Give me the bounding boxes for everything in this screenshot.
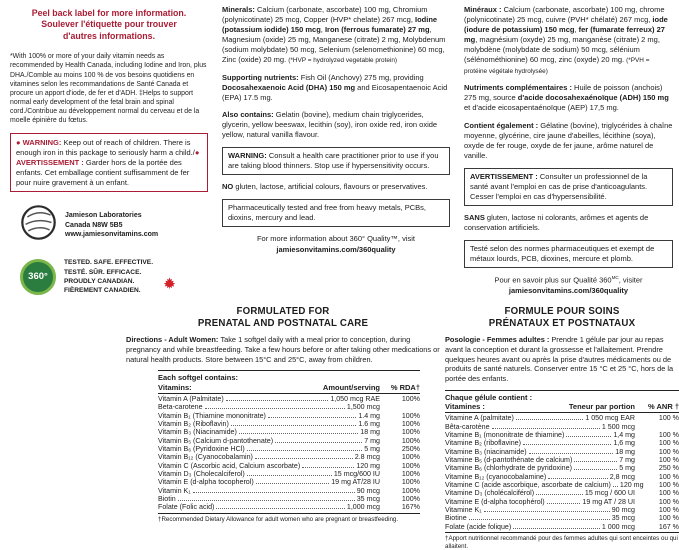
nutrient-name: Vitamine B₁ (mononitrate de thiamine) xyxy=(445,430,565,439)
table-header-en xyxy=(158,383,420,394)
peel-back-note xyxy=(10,5,208,42)
nutrient-name: Vitamine C (acide ascorbique, ascorbate de calcium) xyxy=(445,481,611,490)
nutrient-row xyxy=(158,453,420,461)
nutrient-name: Vitamin B₆ (Pyridoxine HCl) xyxy=(158,444,245,453)
table-header-fr xyxy=(445,402,679,413)
table-footnote-en: †Recommended Dietary Allowance for adult women who are pregnant or breastfeeding. xyxy=(158,515,399,523)
dot-leader xyxy=(256,483,330,484)
claims-footnote: *With 100% or more of your daily vitamin needs as recommended by Health Canada, including Iodine and Iron, plus DHA./Comble au moins 100 % de vos besoins quotidiens en vitamines selon les recommandations de Santé Canada et procure un apport d'iode, de fer et d'ADH. ‡Helps to support normal early development of the fetal brain and spinal cord./Contribue au développement normal du cerveau et de la moelle épinière du fœtus. xyxy=(10,53,207,125)
nutrient-row xyxy=(445,514,679,522)
bottom-section xyxy=(0,306,679,550)
nutrient-percent: 100% xyxy=(401,436,420,445)
table-title-fr: Chaque gélule contient : xyxy=(445,392,533,402)
supporting-nutrients-paragraph-en xyxy=(222,73,450,103)
nutrient-name: Vitamine A (palmitate) xyxy=(445,414,514,423)
text-segment: Consulter un professionnel de la santé avant l'emploi en cas de prise d'anticoagulants. Cesser l'emploi en cas d'hypersensibilité. xyxy=(470,171,648,201)
text-segment: NO xyxy=(222,182,236,192)
nutrient-row xyxy=(445,414,679,422)
nutrient-name: Vitamine B₅ (d-pantothénate de calcium) xyxy=(445,455,573,464)
nutrient-name: Vitamin C (Ascorbic acid, Calcium ascorbate) xyxy=(158,461,301,470)
nutrient-percent: 100% xyxy=(401,453,420,462)
nutrient-name: Vitamine K₁ xyxy=(445,506,482,515)
text-segment: , Magnesium (oxide) 25 mg, Manganese (citrate) 2 mg, Molybdenum (sodium molybdate) 50 mcg, Selenium (selenomethionine) 60 mcg, Zinc (oxide) 20 mg. xyxy=(222,25,446,65)
nutrient-name: Vitamine B₃ (niacinamide) xyxy=(445,447,527,456)
heading-line: FORMULE POUR SOINS xyxy=(504,305,620,317)
text-segment: Directions - Adult Women: xyxy=(126,335,221,345)
quality-claim-line: TESTÉ. SÛR. EFFICACE. xyxy=(64,268,142,276)
nutrient-name: Vitamin B₃ (Niacinamide) xyxy=(158,428,237,437)
nutrient-amount: 90 mcg xyxy=(611,506,635,515)
nutrient-percent: 100% xyxy=(401,428,420,437)
dot-leader xyxy=(193,492,355,493)
nutrient-percent: 167 % xyxy=(658,522,679,531)
nutrient-percent: 100% xyxy=(401,478,420,487)
text-segment: Posologie - Femmes adultes : xyxy=(445,335,552,345)
nutrient-percent: 100 % xyxy=(658,481,679,490)
text-segment: , magnésium (oxyde) 25 mg, manganèse (citrate) 2 mg, molybdène (molybdate de sodium) 50 mcg, sélénium (sélénométhionine) 60 mcg, zinc (oxyde) 20 mg. xyxy=(464,35,660,65)
column-header-vitamins: Vitamins: xyxy=(158,382,192,392)
nutrient-row xyxy=(158,412,420,420)
nutrient-percent: 100% xyxy=(401,495,420,504)
dot-leader xyxy=(469,519,610,520)
nutrient-amount: 18 mg xyxy=(615,447,635,456)
directions-paragraph-fr xyxy=(445,335,679,383)
nutrient-amount: 7 mg xyxy=(619,455,635,464)
text-segment: Consult a health care practitioner prior to use if you are taking blood thinners. Stop use if hypersensitivity occurs. xyxy=(228,151,439,171)
dot-leader xyxy=(566,436,611,437)
text-segment: gluten, lactose, artificial colours, flavours or preservatives. xyxy=(235,182,428,192)
text-segment: MC xyxy=(611,275,619,281)
tested-text-fr: Testé selon des normes pharmaceutiques et exempt de métaux lourds, PCB, dioxines, mercure et plomb. xyxy=(470,243,655,263)
dot-leader xyxy=(574,469,617,470)
dot-leader xyxy=(523,444,611,445)
nutrient-percent: 100% xyxy=(401,411,420,420)
tested-box-en xyxy=(222,199,450,227)
no-claim-fr xyxy=(464,213,673,233)
nutrient-percent: 100 % xyxy=(658,414,679,423)
nutrient-amount: 1.4 mg xyxy=(358,411,380,420)
nutrient-percent: 250 % xyxy=(658,464,679,473)
supplement-facts-table-en xyxy=(158,370,420,523)
nutrient-percent: 100% xyxy=(401,394,420,403)
quality-info-line-en: For more information about 360° Quality™, visit xyxy=(256,234,416,244)
text-segment: Keep out of reach of children. There is enough iron in this package to seriously harm a child./ xyxy=(16,137,195,157)
nutrient-percent: 100 % xyxy=(658,497,679,506)
nutrient-name: Folate (acide folique) xyxy=(445,522,512,531)
nutrient-name: Vitamin D₃ (Cholecalciferol) xyxy=(158,470,245,479)
quality-claims xyxy=(64,258,153,294)
nutrient-row xyxy=(158,445,420,453)
dot-leader xyxy=(226,400,329,401)
quality-info-en xyxy=(222,234,450,255)
nutrient-row xyxy=(445,523,679,531)
english-info-column xyxy=(222,5,450,297)
text-segment: Also contains: xyxy=(222,109,276,119)
dot-leader xyxy=(529,453,614,454)
column-header-vitamines: Vitamines : xyxy=(445,402,485,412)
text-segment: Minéraux : xyxy=(464,5,504,14)
table-body-en xyxy=(158,394,420,514)
table-title-en: Each softgel contains: xyxy=(158,373,239,383)
nutrient-amount: 18 mg xyxy=(360,428,380,437)
nutrient-name: Bêta-carotène xyxy=(445,422,490,431)
nutrient-name: Vitamine B₁₂ (cyanocobalamine) xyxy=(445,472,547,481)
dot-leader xyxy=(268,417,356,418)
maple-leaf-icon xyxy=(163,277,176,295)
text-segment: Fish Oil (Anchovy) 275 mg, providing xyxy=(300,72,424,82)
nutrient-amount: 35 mcg xyxy=(611,514,635,523)
text-segment: Nutriments complémentaires : xyxy=(464,83,575,93)
nutrient-row xyxy=(445,489,679,497)
dot-leader xyxy=(574,461,617,462)
text-segment: Contient également : xyxy=(464,120,541,130)
nutrient-percent: 167% xyxy=(401,503,420,512)
peel-line: d'autres informations. xyxy=(62,30,156,41)
nutrient-row xyxy=(158,403,420,411)
company-website: www.jamiesonvitamins.com xyxy=(65,231,159,239)
dot-leader xyxy=(516,419,583,420)
nutrient-name: Vitamin K₁ xyxy=(158,486,191,495)
minerals-paragraph-fr xyxy=(464,5,673,76)
nutrient-amount: 1,6 mg xyxy=(613,439,635,448)
nutrient-amount: 1,000 mcg xyxy=(346,503,380,512)
nutrient-amount: 2.8 mcg xyxy=(354,453,380,462)
text-segment: iode (iodure de potassium) 150 mcg xyxy=(464,15,668,35)
text-segment: Prendre 1 gélule par jour au repas avant la conception et durant la grossesse et l'allaitement. Prendre quelques heures avant ou après la prise d'autres médicaments ou de produits de santé naturels. Conserver entre 15 °C et 25 °C, hors de la portée des enfants. xyxy=(445,335,674,384)
supporting-nutrients-paragraph-fr xyxy=(464,83,673,113)
nutrient-amount: 1,050 mcg RAE xyxy=(330,394,380,403)
warning-box-en xyxy=(222,147,450,175)
nutrient-row xyxy=(445,456,679,464)
also-contains-paragraph-en xyxy=(222,110,450,140)
dot-leader xyxy=(492,428,600,429)
nutrient-percent: 100% xyxy=(401,419,420,428)
nutrient-name: Beta-carotene xyxy=(158,403,203,412)
nutrient-row xyxy=(158,478,420,486)
text-segment: (*PVH = protéine végétale hydrolysée) xyxy=(464,57,650,75)
nutrient-row xyxy=(445,464,679,472)
nutrient-amount: 5 mg xyxy=(619,464,635,473)
text-segment: ● AVERTISSEMENT : xyxy=(16,147,200,167)
nutrient-name: Folate (Folic acid) xyxy=(158,503,215,512)
quality-claim-line: FIÈREMENT CANADIEN. xyxy=(64,286,141,294)
nutrient-percent: 100 % xyxy=(658,472,679,481)
text-segment: WARNING: xyxy=(228,151,269,161)
text-segment: Gelatin (bovine), medium chain triglycerides, glycerin, yellow beeswax, lecithin (soy), iron oxide red, iron oxide yellow, natural vanilla flavour. xyxy=(222,109,438,140)
nutrient-row xyxy=(445,431,679,439)
quality-badge-row xyxy=(10,258,208,294)
column-header-amount: Amount/serving xyxy=(322,382,380,392)
french-dose-section xyxy=(445,306,679,550)
quality-claim-line: PROUDLY CANADIAN. xyxy=(64,277,135,285)
nutrient-amount: 2,8 mcg xyxy=(609,472,635,481)
text-segment: Calcium (carbonate, ascorbate) 100 mg, chrome (polynicotinate) 25 mcg, cuivre (PVH* chélaté) 267 mcg, xyxy=(464,5,665,25)
nutrient-percent: 100 % xyxy=(658,447,679,456)
nutrient-row xyxy=(158,470,420,478)
dot-leader xyxy=(231,425,356,426)
nutrient-row xyxy=(445,448,679,456)
minerals-paragraph-en xyxy=(222,5,450,66)
dot-leader xyxy=(247,475,332,476)
nutrient-percent: 250% xyxy=(401,444,420,453)
nutrient-amount: 120 mg xyxy=(619,481,644,490)
text-segment: Minerals: xyxy=(222,5,258,14)
dot-leader xyxy=(613,486,618,487)
quality-url-fr: jamiesonvitamins.com/360quality xyxy=(508,286,629,296)
text-segment: Take 1 softgel daily with a meal prior to conception, during pregnancy and while breastfeeding. Take a few hours before or after taking other medications or natural health products. Store between 15°C and 25°C, away from children. xyxy=(126,335,440,364)
text-segment: Calcium (carbonate, ascorbate) 100 mg, Chromium (polynicotinate) 25 mcg, Copper (HVP* chelate) 267 mcg, xyxy=(222,5,428,25)
nutrient-row xyxy=(445,498,679,506)
nutrient-percent: 100 % xyxy=(658,514,679,523)
also-contains-paragraph-fr xyxy=(464,121,673,161)
nutrient-amount: 19 mg AT/28 IU xyxy=(331,478,380,487)
nutrient-percent: 100 % xyxy=(658,489,679,498)
english-dose-section xyxy=(126,306,440,550)
nutrient-row xyxy=(445,423,679,431)
dot-leader xyxy=(513,528,600,529)
nutrient-row xyxy=(158,503,420,511)
nutrient-row xyxy=(445,439,679,447)
text-segment: Gélatine (bovine), triglycérides à chaîne moyenne, glycérine, cire jaune d'abeilles, lécithine (soya), oxyde de fer rouge, oxyde de fer jaune, arôme naturel de vanille. xyxy=(464,120,673,160)
text-segment: (*HVP = hydrolyzed vegetable protein) xyxy=(288,57,398,65)
quality-url-en: jamiesonvitamins.com/360quality xyxy=(276,244,396,254)
dot-leader xyxy=(178,500,355,501)
nutrient-amount: 15 mcg / 600 UI xyxy=(584,489,635,498)
nutrient-name: Vitamin E (d-alpha tocopherol) xyxy=(158,478,254,487)
quality-360-badge xyxy=(20,259,56,295)
text-segment: d'acide docosahexaénoïque (ADH) 150 mg xyxy=(517,93,669,103)
text-segment: Huile de poisson (anchois) 275 mg, source xyxy=(464,83,663,103)
nutrient-name: Vitamin A (Palmitate) xyxy=(158,394,224,403)
dot-leader xyxy=(255,458,353,459)
nutrient-amount: 120 mg xyxy=(356,461,380,470)
tested-text-en: Pharmaceutically tested and free from heavy metals, PCBs, dioxins, mercury and lead. xyxy=(228,203,427,223)
nutrient-name: Vitamin B₁₂ (Cyanocobalamin) xyxy=(158,453,253,462)
dot-leader xyxy=(547,503,581,504)
text-segment: , xyxy=(320,25,325,35)
nutrient-row xyxy=(158,437,420,445)
directions-paragraph-en xyxy=(126,335,440,364)
text-segment: SANS xyxy=(464,212,487,222)
nutrient-row xyxy=(158,495,420,503)
nutrient-amount: 19 mg AT / 28 UI xyxy=(582,497,635,506)
text-segment: Supporting nutrients: xyxy=(222,72,301,82)
formulated-heading-en xyxy=(126,306,440,331)
supplement-facts-table-fr xyxy=(445,390,679,550)
nutrient-amount: 1,500 mcg xyxy=(346,403,380,412)
dot-leader xyxy=(247,450,363,451)
dot-leader xyxy=(484,511,610,512)
text-segment: , xyxy=(574,25,579,35)
nutrient-percent: 100 % xyxy=(658,439,679,448)
dot-leader xyxy=(216,508,345,509)
text-segment: Iron (ferrous fumarate) 27 mg xyxy=(324,25,430,35)
nutrient-name: Vitamine D₃ (cholécalciférol) xyxy=(445,489,535,498)
badge-text: 360° xyxy=(28,271,48,283)
jamieson-globe-logo xyxy=(20,204,57,246)
heading-line: PRENATAL AND POSTNATAL CARE xyxy=(197,317,369,329)
nutrient-percent: 100 % xyxy=(658,506,679,515)
company-line: Canada N8W 5B5 xyxy=(65,221,123,229)
text-segment: et d'acide eicosapentaénoïque (AEP) 17,5 mg. xyxy=(464,103,619,113)
nutrient-name: Vitamin B₅ (Calcium d-pantothenate) xyxy=(158,436,274,445)
text-segment: gluten, lactose ni colorants, arômes et agents de conservation artificiels. xyxy=(464,212,649,232)
tested-box-fr xyxy=(464,240,673,268)
table-body-fr xyxy=(445,413,679,533)
nutrient-amount: 1 500 mcg xyxy=(601,422,635,431)
text-segment: fer (fumarate ferreux) 27 mg xyxy=(464,25,665,45)
peel-line: Soulever l'étiquette pour trouver xyxy=(41,19,177,30)
text-segment: ● WARNING: xyxy=(16,137,64,147)
nutrient-amount: 7 mg xyxy=(364,436,380,445)
nutrient-name: Vitamine B₂ (riboflavine) xyxy=(445,439,521,448)
column-header-pct: % RDA† xyxy=(390,382,420,392)
nutrient-row xyxy=(445,473,679,481)
dot-leader xyxy=(239,433,358,434)
company-address xyxy=(65,211,158,241)
nutrient-percent: 100% xyxy=(401,486,420,495)
text-segment: AVERTISSEMENT : xyxy=(470,171,540,181)
text-segment: and Eicosapentaenoic Acid (EPA) 17.5 mg. xyxy=(222,82,448,102)
nutrient-row xyxy=(445,481,679,489)
peel-line: Peel back label for more information. xyxy=(31,8,187,18)
nutrient-name: Biotin xyxy=(158,495,176,504)
dot-leader xyxy=(548,478,608,479)
nutrient-row xyxy=(445,506,679,514)
column-header-teneur: Teneur par portion xyxy=(568,402,635,412)
dot-leader xyxy=(536,494,583,495)
formulated-heading-fr xyxy=(445,306,679,331)
table-footnote-fr: †Apport nutritionnel recommandé pour des femmes adultes qui sont enceintes ou qui allaitent. xyxy=(445,535,678,550)
quality-claim-line: TESTED. SAFE. EFFECTIVE. xyxy=(64,259,154,267)
nutrient-amount: 1 050 mcg EAR xyxy=(585,414,635,423)
heading-line: PRÉNATAUX ET POSTNATAUX xyxy=(488,317,636,329)
nutrient-amount: 1 000 mcg xyxy=(601,522,635,531)
nutrient-row xyxy=(158,395,420,403)
heading-line: FORMULATED FOR xyxy=(236,305,330,317)
nutrient-row xyxy=(158,462,420,470)
text-segment: Iodine (potassium iodide) 150 mcg xyxy=(222,15,438,35)
quality-info-fr xyxy=(464,275,673,297)
iron-warning-box xyxy=(10,133,208,193)
nutrient-percent: 100 % xyxy=(658,430,679,439)
nutrient-row xyxy=(158,420,420,428)
warning-box-fr xyxy=(464,168,673,206)
nutrient-row xyxy=(158,428,420,436)
column-header-anr: % ANR † xyxy=(648,402,679,412)
nutrient-name: Vitamine E (d-alpha tocophérol) xyxy=(445,497,545,506)
no-claim-en xyxy=(222,182,450,192)
left-column xyxy=(10,5,208,297)
nutrient-name: Vitamine B₆ (chlorhydrate de pyridoxine) xyxy=(445,464,572,473)
nutrient-amount: 15 mcg/600 IU xyxy=(333,470,380,479)
nutrient-percent: 100% xyxy=(401,470,420,479)
company-logo-row xyxy=(10,204,208,246)
nutrient-name: Vitamin B₁ (Thiamine mononitrate) xyxy=(158,411,266,420)
nutrient-amount: 35 mcg xyxy=(356,495,380,504)
nutrient-percent: 100 % xyxy=(658,455,679,464)
company-line: Jamieson Laboratories xyxy=(65,211,142,219)
dot-leader xyxy=(302,467,354,468)
nutrient-amount: 1.6 mg xyxy=(358,419,380,428)
nutrient-row xyxy=(158,487,420,495)
text-segment: Garder hors de la portée des enfants. Cet emballage contient suffisamment de fer pour nuire gravement à un enfant. xyxy=(16,157,190,187)
french-info-column xyxy=(464,5,673,297)
text-segment: Pour en savoir plus sur Qualité 360 xyxy=(494,275,612,285)
nutrient-amount: 1,4 mg xyxy=(613,430,635,439)
nutrient-amount: 5 mg xyxy=(364,444,380,453)
nutrient-name: Biotine xyxy=(445,514,467,523)
quality-info-line-fr xyxy=(464,275,673,286)
dot-leader xyxy=(275,442,362,443)
nutrient-percent: 100% xyxy=(401,461,420,470)
nutrient-amount: 90 mcg xyxy=(356,486,380,495)
text-segment: , visiter xyxy=(618,275,643,285)
text-segment: Docosahexaenoic Acid (DHA) 150 mg xyxy=(222,82,356,92)
dot-leader xyxy=(205,408,345,409)
nutrient-name: Vitamin B₂ (Riboflavin) xyxy=(158,419,229,428)
